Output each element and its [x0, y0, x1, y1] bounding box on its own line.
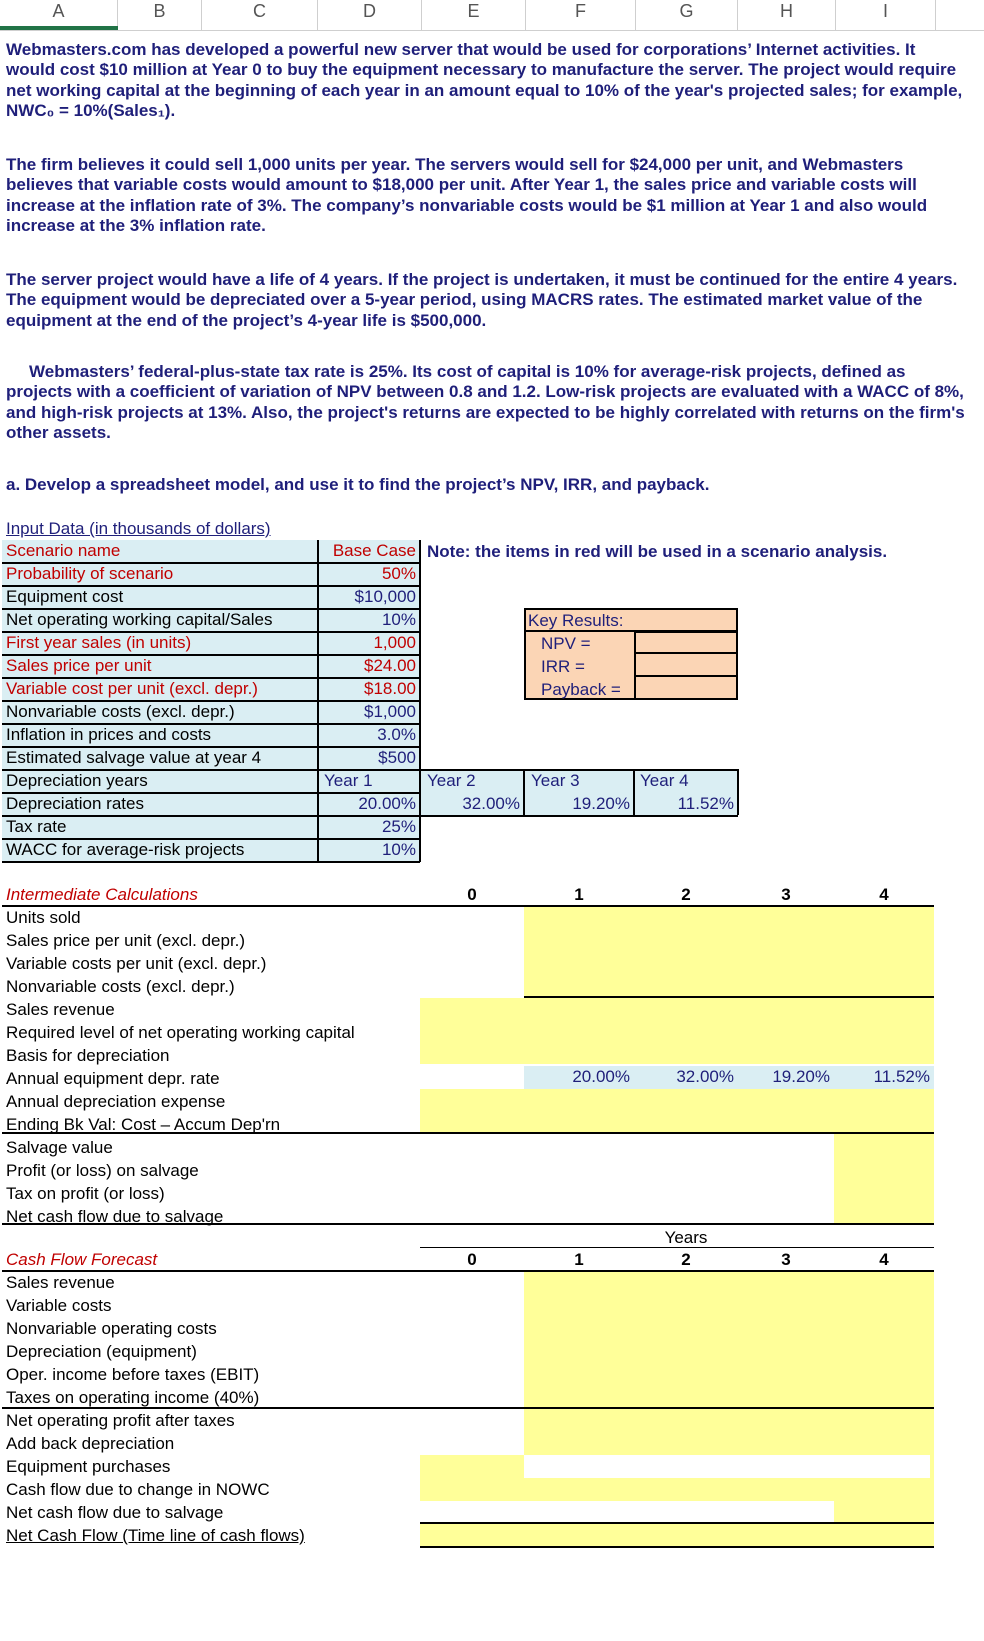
column-header-b[interactable]: B: [118, 0, 202, 30]
cashflow-row-label-8: Equipment purchases: [6, 1457, 171, 1476]
intermediate-row-label-2: Variable costs per unit (excl. depr.): [6, 954, 267, 973]
cf-net-cash-bottom-border: [420, 1546, 934, 1548]
year-header-0: 0: [467, 1250, 477, 1269]
input-label-11: Depreciation rates: [6, 794, 144, 813]
dep-rate-2[interactable]: 32.00%: [462, 794, 520, 813]
input-row-border-13: [2, 861, 420, 863]
int-yellow-block-2: [420, 998, 934, 1064]
input-label-5: Sales price per unit: [6, 656, 152, 675]
dep-year-2: Year 2: [427, 771, 476, 790]
input-value-6[interactable]: $18.00: [364, 679, 416, 698]
input-label-4: First year sales (in units): [6, 633, 192, 652]
cf-equipment-year0: [420, 1455, 524, 1478]
problem-paragraph-4: Webmasters’ federal-plus-state tax rate is 25%. Its cost of capital is 10% for average-risk projects, defined as projects with a coefficient of variation of NPV between 0.8 and 1.2. Low-risk projects are evaluated with a WACC of 8%, and high-risk projects at 13%. Also, the project's returns are expected to be highly correlated with returns on the firm's other assets.: [6, 362, 965, 442]
column-header-d[interactable]: D: [318, 0, 422, 30]
column-header-a[interactable]: A: [0, 0, 118, 30]
intermediate-row-label-12: Tax on profit (or loss): [6, 1184, 165, 1203]
dep-rate-4[interactable]: 11.52%: [677, 794, 734, 813]
input-label-7: Nonvariable costs (excl. depr.): [6, 702, 235, 721]
column-header-bar: [0, 0, 984, 31]
input-value-3[interactable]: 10%: [381, 610, 416, 629]
year-header-3: 3: [781, 1250, 791, 1269]
intermediate-row-label-9: Ending Bk Val: Cost – Accum Dep'rn: [6, 1115, 281, 1134]
cashflow-title: Cash Flow Forecast: [6, 1250, 158, 1269]
years-label: Years: [664, 1228, 708, 1247]
npv-label: NPV =: [541, 634, 591, 653]
years-label-border: [420, 1247, 934, 1248]
intermediate-row-label-8: Annual depreciation expense: [6, 1092, 226, 1111]
column-header-i[interactable]: I: [836, 0, 936, 30]
cashflow-row-label-2: Nonvariable operating costs: [6, 1319, 217, 1338]
selected-column-indicator: [0, 26, 118, 30]
input-value-5[interactable]: $24.00: [364, 656, 416, 675]
cashflow-row-label-9: Cash flow due to change in NOWC: [6, 1480, 270, 1499]
cf-equipment-year4: [930, 1455, 934, 1478]
cashflow-row-label-6: Net operating profit after taxes: [6, 1411, 235, 1430]
int-depr-rate-2: 32.00%: [676, 1067, 734, 1086]
irr-result-cell[interactable]: [634, 654, 738, 677]
input-value-2[interactable]: $10,000: [354, 587, 416, 606]
input-value-11[interactable]: 20.00%: [358, 794, 416, 813]
cf-yellow-block-2: [524, 1409, 934, 1455]
payback-label: Payback =: [541, 680, 621, 699]
year-header-2: 2: [681, 885, 691, 904]
intermediate-row-label-11: Profit (or loss) on salvage: [6, 1161, 199, 1180]
int-yellow-block-3: [420, 1089, 934, 1133]
dep-rate-3[interactable]: 19.20%: [572, 794, 630, 813]
irr-label: IRR =: [541, 657, 585, 676]
input-value-7[interactable]: $1,000: [364, 702, 416, 721]
year-header-3: 3: [781, 885, 791, 904]
year-header-4: 4: [879, 885, 889, 904]
intermediate-row-label-3: Nonvariable costs (excl. depr.): [6, 977, 235, 996]
question-a: a. Develop a spreadsheet model, and use it to find the project’s NPV, IRR, and payback.: [6, 475, 710, 494]
cashflow-row-label-11: Net Cash Flow (Time line of cash flows): [6, 1526, 305, 1545]
int-yellow-block-1: [524, 907, 934, 997]
cf-salvage-year4: [834, 1501, 934, 1523]
input-label-2: Equipment cost: [6, 587, 124, 606]
year-header-1: 1: [574, 1250, 584, 1269]
int-depr-rate-3: 19.20%: [772, 1067, 830, 1086]
column-header-c[interactable]: C: [202, 0, 318, 30]
intermediate-row-label-13: Net cash flow due to salvage: [6, 1207, 224, 1226]
input-label-13: WACC for average-risk projects: [6, 840, 245, 859]
cashflow-row-label-4: Oper. income before taxes (EBIT): [6, 1365, 260, 1384]
cashflow-row-label-7: Add back depreciation: [6, 1434, 175, 1453]
input-label-9: Estimated salvage value at year 4: [6, 748, 262, 767]
intermediate-row-label-7: Annual equipment depr. rate: [6, 1069, 220, 1088]
input-label-6: Variable cost per unit (excl. depr.): [6, 679, 258, 698]
cashflow-row-label-0: Sales revenue: [6, 1273, 115, 1292]
input-value-0[interactable]: Base Case: [332, 541, 416, 560]
input-label-0: Scenario name: [6, 541, 121, 560]
input-data-title: Input Data (in thousands of dollars): [6, 519, 271, 538]
intermediate-row-label-6: Basis for depreciation: [6, 1046, 170, 1065]
int-depr-rate-1: 20.00%: [572, 1067, 630, 1086]
int-depr-rate-4: 11.52%: [873, 1067, 930, 1086]
column-header-e[interactable]: E: [422, 0, 526, 30]
input-value-4[interactable]: 1,000: [373, 633, 416, 652]
dep-year-3: Year 3: [531, 771, 580, 790]
npv-result-cell[interactable]: [634, 631, 738, 654]
cashflow-row-label-1: Variable costs: [6, 1296, 112, 1315]
intermediate-row-label-5: Required level of net operating working capital: [6, 1023, 355, 1042]
cashflow-row-label-3: Depreciation (equipment): [6, 1342, 197, 1361]
problem-paragraph-3: The server project would have a life of 4 years. If the project is undertaken, it must be continued for the entire 4 years. The equipment would be depreciated over a 5-year period, using MACRS rates. The estimated market value of the equipment at the end of the project’s 4-year life is $500,000.: [6, 270, 958, 330]
input-label-10: Depreciation years: [6, 771, 148, 790]
column-header-g[interactable]: G: [636, 0, 738, 30]
year-header-2: 2: [681, 1250, 691, 1269]
key-results-title: Key Results:: [528, 611, 624, 630]
input-label-12: Tax rate: [6, 817, 67, 836]
input-value-13[interactable]: 10%: [381, 840, 416, 859]
input-label-3: Net operating working capital/Sales: [6, 610, 273, 629]
input-label-8: Inflation in prices and costs: [6, 725, 212, 744]
problem-paragraph-2: The firm believes it could sell 1,000 units per year. The servers would sell for $24,000 per unit, and Webmasters believes that variable costs would amount to $18,000 per unit. After Year 1, the sales price and variable costs will increase at the inflation rate of 3%. The company’s nonvariable costs would be $1 million at Year 1 and also would increase at the 3% inflation rate.: [6, 155, 928, 235]
dep-year-4: Year 4: [640, 771, 689, 790]
dep-years-top-border: [420, 769, 738, 771]
year-header-1: 1: [574, 885, 584, 904]
intermediate-row-label-4: Sales revenue: [6, 1000, 115, 1019]
int-salvage-block: [834, 1134, 934, 1224]
cashflow-row-label-5: Taxes on operating income (40%): [6, 1388, 260, 1407]
intermediate-row-label-0: Units sold: [6, 908, 81, 927]
dep-col-border-2: [633, 769, 635, 815]
intermediate-title: Intermediate Calculations: [6, 885, 198, 904]
dep-rates-bottom-border: [420, 815, 738, 817]
problem-paragraph-1: Webmasters.com has developed a powerful new server that would be used for corporations’ Internet activities. It would cost $10 million at Year 0 to buy the equipment necessary to manufacture the server. The project would require net working capital at the beginning of each year in an amount equal to 10% of the year's projected sales; for example, NWC₀ = 10%(Sales₁).: [6, 40, 963, 120]
intermediate-row-label-10: Salvage value: [6, 1138, 113, 1157]
input-value-9[interactable]: $500: [378, 748, 416, 767]
year-header-4: 4: [879, 1250, 889, 1269]
cf-nowc-row: [420, 1478, 934, 1501]
input-value-1[interactable]: 50%: [381, 564, 416, 583]
column-header-h[interactable]: H: [738, 0, 836, 30]
column-header-f[interactable]: F: [526, 0, 636, 30]
key-results-title-border: [524, 630, 738, 632]
input-value-8[interactable]: 3.0%: [377, 725, 416, 744]
year-header-0: 0: [467, 885, 477, 904]
dep-col-border-3: [737, 769, 739, 815]
intermediate-row-label-1: Sales price per unit (excl. depr.): [6, 931, 246, 950]
input-value-12[interactable]: 25%: [381, 817, 416, 836]
cf-yellow-block-1: [524, 1272, 934, 1407]
input-label-1: Probability of scenario: [6, 564, 174, 583]
dep-col-border-1: [523, 769, 525, 815]
input-value-10[interactable]: Year 1: [324, 771, 373, 790]
scenario-note: Note: the items in red will be used in a scenario analysis.: [427, 542, 888, 561]
cashflow-row-label-10: Net cash flow due to salvage: [6, 1503, 224, 1522]
cf-net-cash-row: [420, 1524, 934, 1546]
payback-result-cell[interactable]: [634, 677, 738, 700]
